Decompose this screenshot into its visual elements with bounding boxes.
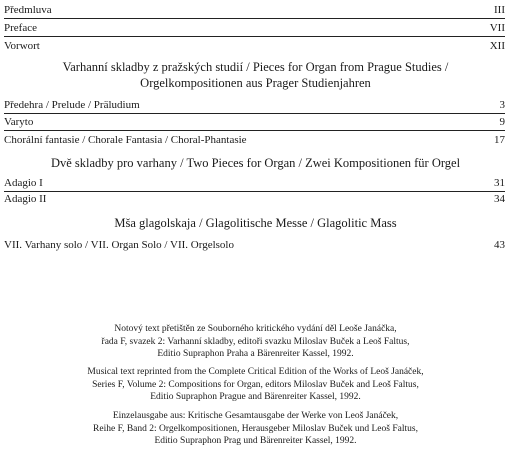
toc-entry-title: Vorwort <box>4 40 40 52</box>
toc-entry-title: Preface <box>4 22 37 34</box>
section-heading-two-pieces <box>0 155 511 171</box>
colophon-czech <box>0 323 511 361</box>
toc-entry-choralni-fantasie[interactable] <box>4 125 505 146</box>
toc-entry-preface[interactable] <box>4 21 505 35</box>
toc-entry-page: 31 <box>494 177 505 189</box>
toc-entry-title: Předmluva <box>4 4 52 16</box>
colophon-line: Series F, Volume 2: Compositions for Organ, editors Miloslav Buček and Leoš Faltus, <box>92 379 419 390</box>
divider <box>4 36 505 37</box>
colophon-line: Editio Supraphon Prag und Bärenreiter Kassel, 1992. <box>154 436 357 446</box>
toc-entry-page: 9 <box>499 116 505 128</box>
colophon-german <box>0 410 511 448</box>
toc-entry-page: VII <box>489 22 505 34</box>
section-heading-line: Mša glagolskaja / Glagolitische Messe / Glagolitic Mass <box>114 216 397 230</box>
toc-entry-title: Adagio II <box>4 193 47 205</box>
colophon-line: Musical text reprinted from the Complete Critical Edition of the Works of Leoš Janáček, <box>87 367 424 377</box>
toc-entry-title: Adagio I <box>4 177 43 189</box>
divider <box>4 113 505 114</box>
colophon-english <box>0 366 511 404</box>
toc-entry-vorwort[interactable] <box>4 39 505 53</box>
colophon-line: řada F, svazek 2: Varhanní skladby, editoři svazku Miloslav Buček a Leoš Faltus, <box>101 336 410 347</box>
colophon-line: Editio Supraphon Praha a Bärenreiter Kassel, 1992. <box>157 349 354 359</box>
toc-entry-page: 43 <box>494 239 505 251</box>
toc-entry-page: 3 <box>499 99 505 111</box>
section-heading-glagolitic-mass <box>0 215 511 231</box>
section-heading-prague-studies <box>0 59 511 91</box>
toc-entry-title: Předehra / Prelude / Präludium <box>4 99 140 111</box>
toc-entry-page: XII <box>489 40 505 52</box>
toc-entry-predehra[interactable] <box>4 98 505 112</box>
toc-entry-page: 34 <box>494 193 505 205</box>
divider <box>4 18 505 19</box>
section-heading-line: Dvě skladby pro varhany / Two Pieces for Organ / Zwei Kompositionen für Orgel <box>50 156 461 170</box>
section-heading-line: Varhanní skladby z pražských studií / Pieces for Organ from Prague Studies / <box>62 60 449 74</box>
toc-entry-title: Chorální fantasie / Chorale Fantasia / Choral-Phantasie <box>4 134 247 146</box>
toc-entry-page: 17 <box>494 134 505 146</box>
toc-entry-page: III <box>494 4 505 16</box>
colophon-line: Einzelausgabe aus: Kritische Gesamtausgabe der Werke von Leoš Janáček, <box>112 411 399 421</box>
toc-entry-title: VII. Varhany solo / VII. Organ Solo / VII. Orgelsolo <box>4 239 234 251</box>
toc-entry-organ-solo[interactable] <box>4 238 505 252</box>
toc-entry-adagio-2[interactable] <box>4 192 505 206</box>
section-heading-line: Orgelkompositionen aus Prager Studienjahren <box>140 76 371 90</box>
toc-entry-adagio-1[interactable] <box>4 176 505 190</box>
colophon-line: Editio Supraphon Prague and Bärenreiter Kassel, 1992. <box>150 392 361 402</box>
colophon-line: Notový text přetištěn ze Souborného kritického vydání děl Leoše Janáčka, <box>114 324 397 334</box>
colophon-line: Reihe F, Band 2: Orgelkompositionen, Herausgeber Miloslav Buček und Leoš Faltus, <box>93 423 418 434</box>
toc-entry-predmluva[interactable] <box>4 3 505 17</box>
toc-entry-title: Varyto <box>4 116 34 128</box>
